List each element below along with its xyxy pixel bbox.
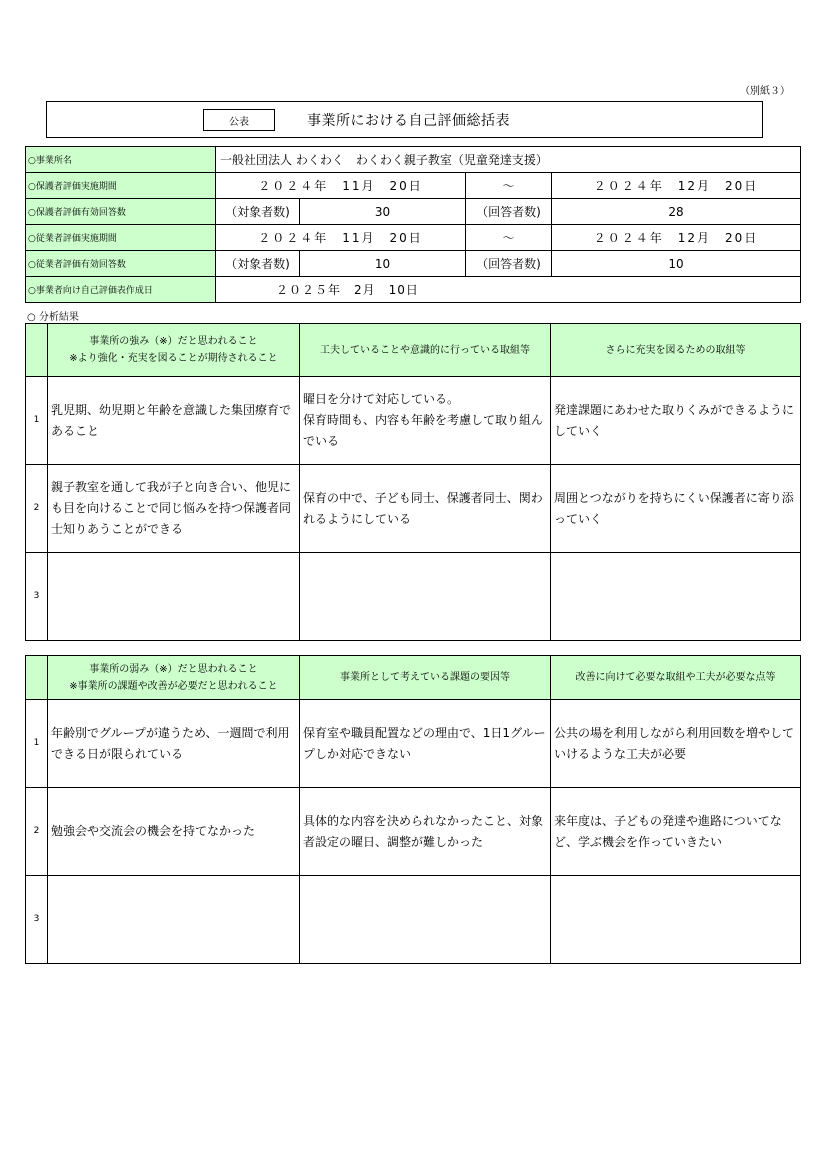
strengths-row-plan: 周囲とつながりを持ちにくい保護者に寄り添っていく bbox=[551, 465, 801, 553]
office-name-value: 一般社団法人 わくわく わくわく親子教室（児童発達支援） bbox=[216, 147, 801, 173]
guardian-target-value: 30 bbox=[300, 199, 466, 225]
staff-answer-label: （回答者数) bbox=[466, 251, 552, 277]
weaknesses-row-cause: 具体的な内容を決められなかったこと、対象者設定の曜日、調整が難しかった bbox=[300, 788, 551, 876]
weaknesses-row-cause: 保育室や職員配置などの理由で、1日1グループしか対応できない bbox=[300, 700, 551, 788]
strengths-row-strength bbox=[48, 553, 300, 641]
strengths-row-plan: 発達課題にあわせた取りくみができるようにしていく bbox=[551, 377, 801, 465]
guardian-period-start: ２０２４年 11月 20日 bbox=[216, 173, 466, 199]
guardian-period-label: ○保護者評価実施期間 bbox=[26, 173, 216, 199]
strengths-header-row bbox=[26, 324, 801, 377]
title-box bbox=[46, 101, 763, 138]
weaknesses-header-num bbox=[26, 656, 48, 700]
staff-responses-row bbox=[26, 251, 801, 277]
staff-answer-value: 10 bbox=[552, 251, 801, 277]
guardian-responses-label: ○保護者評価有効回答数 bbox=[26, 199, 216, 225]
strengths-row-effort: 曜日を分けて対応している。 保育時間も、内容も年齢を考慮して取り組んでいる bbox=[300, 377, 551, 465]
guardian-answer-label: （回答者数) bbox=[466, 199, 552, 225]
weaknesses-header-col1-line1: 事業所の弱み（※）だと思われること bbox=[89, 663, 258, 675]
weaknesses-header-col1-line2: ※事業所の課題や改善が必要だと思われること bbox=[69, 680, 278, 692]
office-name-row bbox=[26, 147, 801, 173]
staff-period-end: ２０２４年 12月 20日 bbox=[552, 225, 801, 251]
strengths-table bbox=[25, 323, 801, 641]
strengths-row bbox=[26, 377, 801, 465]
strengths-header-col1-line2: ※より強化・充実を図ることが期待されること bbox=[69, 353, 278, 364]
strengths-row-num: 1 bbox=[26, 377, 48, 465]
weaknesses-row-cause bbox=[300, 876, 551, 964]
weaknesses-row-weakness: 年齢別でグループが違うため、一週間で利用できる日が限られている bbox=[48, 700, 300, 788]
strengths-row bbox=[26, 553, 801, 641]
guardian-responses-row bbox=[26, 199, 801, 225]
strengths-header-num bbox=[26, 324, 48, 377]
staff-target-value: 10 bbox=[300, 251, 466, 277]
strengths-header-col2: 工夫していることや意識的に行っている取組等 bbox=[300, 324, 551, 377]
created-date-label: ○事業者向け自己評価表作成日 bbox=[26, 277, 216, 303]
weaknesses-header-col3: 改善に向けて必要な取組や工夫が必要な点等 bbox=[551, 656, 801, 700]
weaknesses-row-num: 2 bbox=[26, 788, 48, 876]
strengths-row-effort: 保育の中で、子ども同士、保護者同士、関われるようにしている bbox=[300, 465, 551, 553]
strengths-row-plan bbox=[551, 553, 801, 641]
public-badge: 公表 bbox=[203, 109, 275, 131]
info-table bbox=[25, 146, 801, 303]
strengths-header-col1-line1: 事業所の強み（※）だと思われること bbox=[89, 336, 258, 347]
strengths-row-effort bbox=[300, 553, 551, 641]
weaknesses-row-improvement bbox=[551, 876, 801, 964]
page-title: 事業所における自己評価総括表 bbox=[307, 113, 510, 129]
staff-responses-label: ○従業者評価有効回答数 bbox=[26, 251, 216, 277]
weaknesses-row-weakness bbox=[48, 876, 300, 964]
staff-period-row bbox=[26, 225, 801, 251]
strengths-row bbox=[26, 465, 801, 553]
weaknesses-row-num: 3 bbox=[26, 876, 48, 964]
strengths-row-strength: 親子教室を通して我が子と向き合い、他児にも目を向けることで同じ悩みを持つ保護者同士知りあうことができる bbox=[48, 465, 300, 553]
guardian-period-row bbox=[26, 173, 801, 199]
guardian-period-sep: ～ bbox=[466, 173, 552, 199]
staff-target-label: （対象者数) bbox=[216, 251, 300, 277]
strengths-header-col3: さらに充実を図るための取組等 bbox=[551, 324, 801, 377]
guardian-target-label: （対象者数) bbox=[216, 199, 300, 225]
weaknesses-header-col1 bbox=[48, 656, 300, 700]
weaknesses-row-improvement: 来年度は、子どもの発達や進路についてなど、学ぶ機会を作っていきたい bbox=[551, 788, 801, 876]
office-name-label: ○事業所名 bbox=[26, 147, 216, 173]
staff-period-label: ○従業者評価実施期間 bbox=[26, 225, 216, 251]
created-date-value: ２０２５年 2月 10日 bbox=[216, 277, 801, 303]
strengths-header-col1 bbox=[48, 324, 300, 377]
strengths-row-strength: 乳児期、幼児期と年齢を意識した集団療育であること bbox=[48, 377, 300, 465]
strengths-row-num: 3 bbox=[26, 553, 48, 641]
weaknesses-header-col2: 事業所として考えている課題の要因等 bbox=[300, 656, 551, 700]
weaknesses-row-improvement: 公共の場を利用しながら利用回数を増やしていけるような工夫が必要 bbox=[551, 700, 801, 788]
weaknesses-table bbox=[25, 655, 801, 964]
weaknesses-row-num: 1 bbox=[26, 700, 48, 788]
weaknesses-row-weakness: 勉強会や交流会の機会を持てなかった bbox=[48, 788, 300, 876]
weaknesses-row bbox=[26, 700, 801, 788]
created-date-row bbox=[26, 277, 801, 303]
guardian-period-end: ２０２４年 12月 20日 bbox=[552, 173, 801, 199]
strengths-row-num: 2 bbox=[26, 465, 48, 553]
annex-label: （別紙３） bbox=[740, 86, 790, 97]
weaknesses-row bbox=[26, 788, 801, 876]
staff-period-sep: ～ bbox=[466, 225, 552, 251]
weaknesses-header-row bbox=[26, 656, 801, 700]
guardian-answer-value: 28 bbox=[552, 199, 801, 225]
staff-period-start: ２０２４年 11月 20日 bbox=[216, 225, 466, 251]
weaknesses-row bbox=[26, 876, 801, 964]
analysis-label: ○ 分析結果 bbox=[27, 312, 79, 323]
